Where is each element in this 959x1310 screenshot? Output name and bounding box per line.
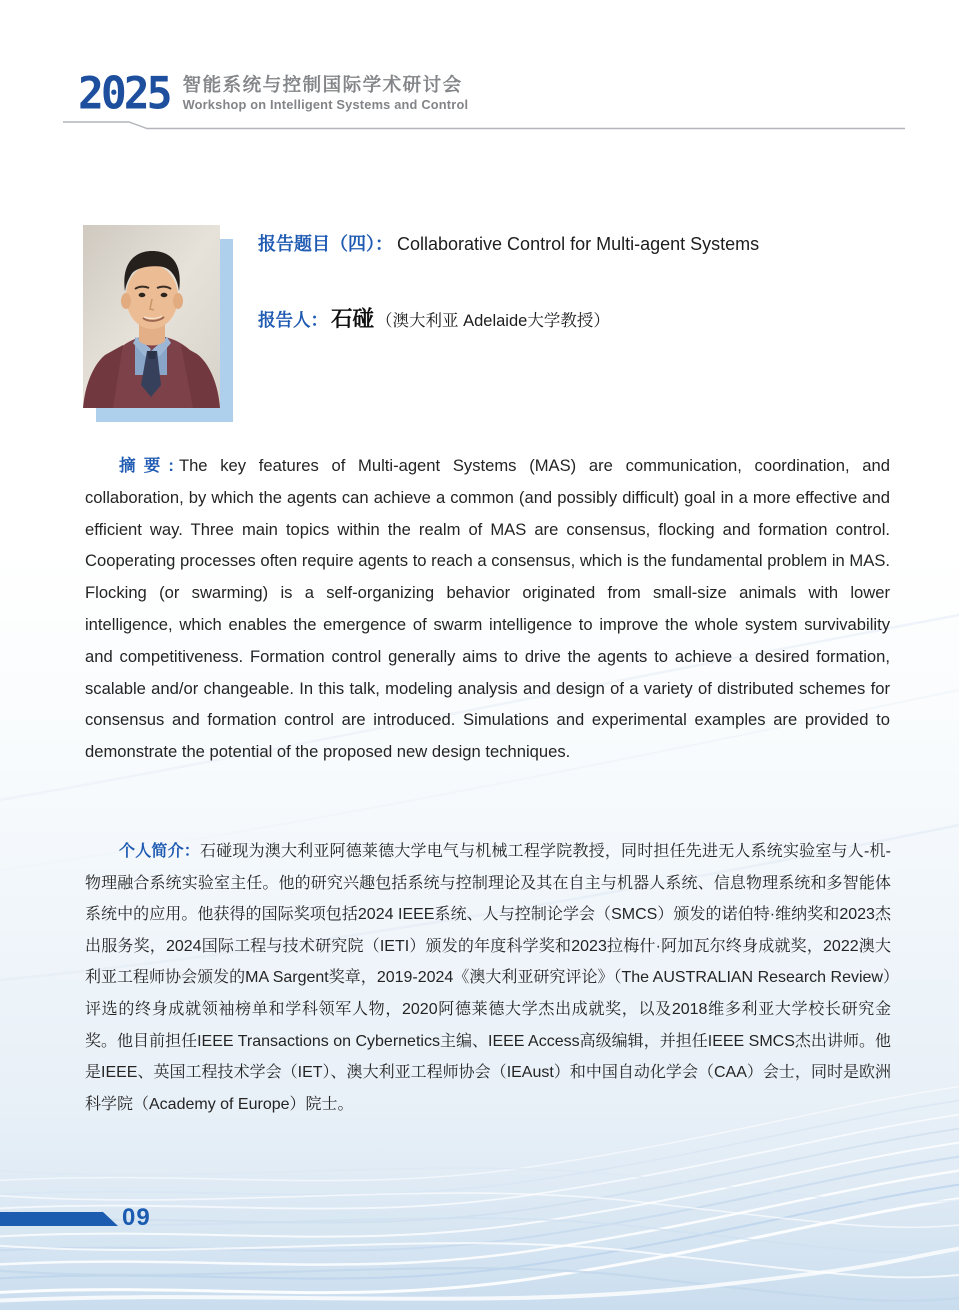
header-titles	[183, 72, 469, 113]
speaker-photo-block	[83, 225, 220, 408]
page-number: 09	[122, 1204, 151, 1231]
speaker-label: 报告人：	[258, 310, 328, 330]
page-number-bar	[0, 1212, 118, 1226]
speaker-name: 石碰	[331, 307, 375, 331]
workshop-title-zh: 智能系统与控制国际学术研讨会	[182, 74, 463, 95]
logo-2025: 2025	[78, 68, 170, 120]
speaker-affiliation: （澳大利亚 Adelaide大学教授）	[376, 312, 610, 330]
abstract-paragraph	[85, 450, 890, 768]
talk-title-line	[258, 230, 759, 256]
page-header	[78, 68, 469, 120]
speaker-photo	[83, 225, 220, 408]
bio-text: 石碰现为澳大利亚阿德莱德大学电气与机械工程学院教授，同时担任先进无人系统实验室与人-机-物理融合系统实验室主任。他的研究兴趣包括系统与控制理论及其在自主与机器人系统、信息物理系统和多智能体系统中的应用。他获得的国际奖项包括2024 IEEE系统、人与控制论学会（SMCS）颁发的诺伯特·维纳奖和2023杰出服务奖，2024国际工程与技术研究院（IETI）颁发的年度科学奖和2023拉梅什·阿加瓦尔终身成就奖，2022澳大利亚工程师协会颁发的MA Sargent奖章，2019-2024《澳大利亚研究评论》（The AUSTRALIAN Research Review）评选的终身成就领袖榜单和学科领军人物，2020阿德莱德大学杰出成就奖，以及2018维多利亚大学校长研究金奖。他目前担任IEEE Transactions on Cybernetics主编、IEEE Access高级编辑，并担任IEEE SMCS杰出讲师。他是IEEE、英国工程技术学会（IET）、澳大利亚工程师协会（IEAust）和中国自动化学会（CAA）会士，同时是欧洲科学院（Academy of Europe）院士。	[85, 843, 891, 1113]
speaker-line	[258, 302, 610, 333]
talk-title-text: Collaborative Control for Multi-agent Systems	[397, 234, 760, 254]
bio-label: 个人简介：	[119, 843, 200, 860]
workshop-title-en: Workshop on Intelligent Systems and Control	[182, 97, 469, 112]
talk-title-label: 报告题目（四）：	[258, 234, 393, 254]
abstract-text: The key features of Multi-agent Systems (MAS) are communication, coordination, and collaboration, by which the agents can achieve a common (and possibly difficult) goal in a more effective and efficient way. Three main topics within the realm of MAS are consensus, flocking and formation control. Cooperating processes often require agents to reach a consensus, which is the fundamental problem in MAS. Flocking (or swarming) is a self-organizing behavior originated from small-size animals with lower intelligence, which enables the emergence of swarm intelligence to improve the whole system survivability and competitiveness. Formation control generally aims to drive the agents to achieve a desired formation, scalable and/or changeable. In this talk, modeling analysis and design of a variety of distributed schemes for consensus and formation control are introduced. Simulations and experimental examples are provided to demonstrate the potential of the proposed new design techniques.	[85, 456, 890, 762]
bio-paragraph	[85, 836, 891, 1120]
abstract-label: 摘要:	[119, 456, 174, 475]
